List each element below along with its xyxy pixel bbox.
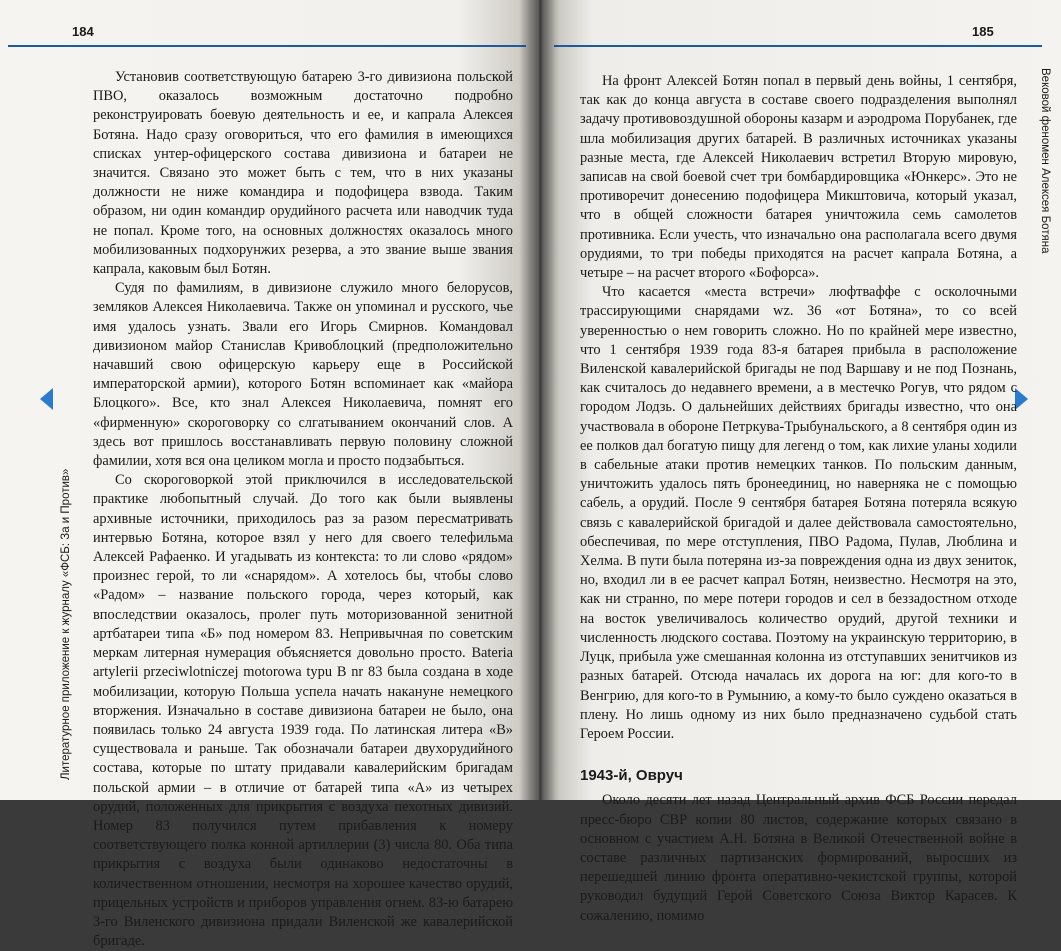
header-rule-right [554,45,1042,47]
paragraph: Судя по фамилиям, в дивизионе служило много белорусов, земляков Алексея Николаевича. Также он упоминал и русского, чье имя удалось узнать. Звали его Игорь Смирнов. Командовал дивизионом майор Станислав Кривоблоцкий (предположительно начавший свою офицерскую карьеру еще в Российской императорской армии), которого Ботян вспоминает как «майора Блоцкого». Все, кто знал Алексея Николаевича, помнят его «фирменную» скороговорку со слгатыванием окончаний слов. А здесь вот пришлось восстанавливать первую половину сложной фамилии, хотя вся она целиком могла и просто подзабыться. [93,280,513,470]
header-rule-left [8,45,526,47]
paragraph: Что касается «места встречи» люфтваффе с осколочными трассирующими снарядами wz. 36 «от Ботяна», то со всей уверенностью о нем говорить сложно. Но по крайней мере известно, что 1 сентября 1939 года 83-я батарея прибыла в расположение Виленской кавалерийской бригады не под Варшаву и не под Познань, как считалось до недавнего времени, а в местечко Рогув, что рядом с городом Лодзь. О дальнейших действиях бригады известно, что она участвовала в обороне Петркува-Трыбунальского, а 8 сентября один из ее полков дал богатую пищу для легенд о том, как лихие уланы ходили в сабельные атаки против немецких танков. По польским данным, уничтожить удалось пять бронеединиц, но наверняка не с помощью сабель, а орудий. После 9 сентября батарея Ботяна потеряла всякую связь с кавалерийской бригадой и далее действовала самостоятельно, обеспечивая, по мере отступления, ПВО Радома, Пулав, Люблина и Хелма. В пути была потеряна из-за повреждения одна из двух зениток, но, входил ли в ее расчет капрал Ботян, неизвестно. Несмотря на это, как ни странно, по мере потери городов и сел в беззадостном отходе на восток увеличивалось количество орудий, другой техники и численность людского состава. Поэтому на украинскую территорию, в Луцк, прибыла уже смешанная колонна из отступавших зенитчиков из разных батарей. Отсюда началась их дорога на юг: для кого-то в Венгрию, для кого-то в Румынию, а кому-то было суждено оказаться в плену. Но лишь одному из них было предназначено судьбой стать Героем России. [580,284,1017,742]
right-page-text [580,72,1017,926]
left-page-text [93,68,513,951]
page-number-right: 185 [972,24,994,39]
side-caption-left: Литературное приложение к журналу «ФСБ: За и Против» [60,468,72,780]
page-number-left: 184 [72,24,94,39]
section-heading: 1943-й, Овруч [580,767,683,785]
previous-page-icon[interactable] [40,388,53,410]
right-page [540,0,1061,924]
paragraph: Установив соответствующую батарею 3-го дивизиона польской ПВО, оказалось возможным достаточно подробно реконструировать боевую деятельность и ее, и капрала Алексея Ботяна. Надо сразу оговориться, что его фамилия в имеющихся списках унтер-офицерского состава дивизиона и батареи не значится. Связано это может быть с тем, что в них указаны должности не ниже командира и подофицера взвода. Таким образом, ни один командир орудийного расчета или наводчик туда не попал. Кроме того, на основных должностях оказалось много мобилизованных подхорунжих резерва, а это звание выше звания капрала, каковым был Ботян. [93,69,513,278]
paragraph: Около десяти лет назад Центральный архив ФСБ России передал пресс-бюро СВР копии 80 листов, содержание которых связано в основном с участием А.Н. Ботяна в Великой Отечественной войне в составе различных партизанских формирований, выросших из перешедшей линию фронта оперативно-чекистской группы, которой руководил будущий Герой Советского Союза Виктор Карасев. К сожалению, помимо [580,792,1017,924]
paragraph: Со скороговоркой этой приключился в исследовательской практике любопытный случай. До того как были выявлены архивные источники, приходилось раз за разом пересматривать интервью Ботяна, которое взял у него для своего телефильма Алексей Рафаенко. И угадывать из контекста: то ли слово «рядом» произнес герой, то ли «снарядом». А хотелось бы, чтобы слово «Радом» – название польского города, через который, как впоследствии оказалось, пролег путь моторизованной зенитной артбатареи типа «Б» под номером 83. Непривычная по советским меркам литерная нумерация объясняется довольно просто. Bateria artylerii przeciwlotniczej motorowa typu B nr 83 была создана в ходе мобилизации, которую Польша успела начать накануне немецкого вторжения. Изначально в составе дивизиона батареи не было, она появилась только 24 августа 1939 года. По латинская литера «В» существовала и раньше. Так обозначали батареи двухорудийного состава, которые по штату придавали кавалерийским бригадам польской армии – в отличие от батарей типа «А» из четырех орудий, положенных для прикрытия с воздуха пехотных дивизий. Номер 83 получился путем прибавления к номеру соответствующего полка конной артиллерии (3) числа 80. Оба типа прикрытия с воздуха были одинаково недостаточны в количественном отношении, несмотря на хорошее качество орудий, прицельных устройств и приборов управления огнем. 83-ю батарею 3-го Виленского дивизиона придали Виленской же кавалерийской бригаде. [93,472,513,950]
paragraph: На фронт Алексей Ботян попал в первый день войны, 1 сентября, так как до конца августа в составе своего подразделения выполнял задачу противовоздушной обороны казарм и аэродрома Порубанек, где шла мобилизация других батарей. В различных источниках указаны разные места, где Алексей Николаевич встретил Вторую мировую, записав на свой боевой счет три бомбардировщика «Юнкерс». Это не противоречит донесению подофицера Микштовича, который указал, что в общей сложности батарея уничтожила семь самолетов противника. Если учесть, что изначально она располагала всего двумя орудиями, то три победы приходятся на расчет капрала Ботяна, а четыре – на расчет второго «Бофорса». [580,73,1017,282]
side-caption-right: Вековой феномен Алексея Ботяна [1039,68,1051,254]
